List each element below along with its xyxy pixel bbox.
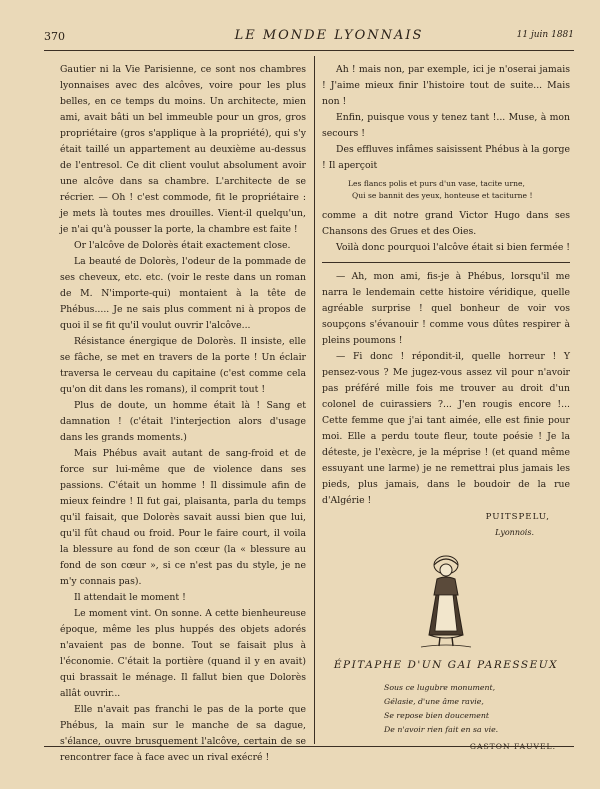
paragraph: — Fi donc ! répondit-il, quelle horreur ! Y pensez-vous ? Me jugez-vous assez vil pour n'avoir pas préféré mille fois me trouver au droit d'un colonel de cuirassiers ?... J'en rougis encore !... Cette femme que j'ai tant aimée, elle est finie pour moi. Elle a perdu toute fleur, toute poésie ! Je la déteste, je l'exècre, je la méprise ! (et quand même essuyant une larme) je ne remettrai plus jamais les pieds, plus jamais, dans le boudoir de la rue d'Algérie ! (322, 351, 570, 506)
paragraph: Le moment vint. On sonne. A cette bienheureuse époque, même les plus huppés des objets adorés n'avaient pas de bonne. Tout se faisait plus à l'économie. C'était la portière (quand il y en avait) qui brassait le ménage. Il fallut bien que Dolorès allât ouvrir... (60, 608, 306, 699)
paragraph: Gautier ni la Vie Parisienne, ce sont nos chambres lyonnaises avec des alcôves, voire pour les plus belles, en ce temps du moins. Un architecte, mien ami, avait bâti un bel immeuble pour un gros, gros propriétaire (gros s'applique à la propriété), qui s'y était taillé un appartement au deuxième au-dessus de l'entresol. Ce dit client voulut absolument avoir une alcôve dans sa chambre. L'architecte de se récrier. — Oh ! c'est commode, fit le propriétaire : je mets là toutes mes drouilles. Vient-il quelqu'un, je n'ai qu'à pousser la porte, la chambre est faite ! (60, 64, 306, 235)
paragraph: Or l'alcôve de Dolorès était exactement close. (74, 240, 291, 251)
paragraph: La beauté de Dolorès, l'odeur de la pommade de ses cheveux, etc. etc. (voir le reste dans un roman de M. N'importe-qui) montaient à la tête de Phébus..... Je ne sais plus comment ni à propos de quoi il se fit qu'il voulut ouvrir l'alcôve... (60, 256, 306, 331)
footer-rule (44, 746, 574, 747)
page-number: 370 (44, 30, 65, 43)
paragraph: Des effluves infâmes saisissent Phébus à la gorge ! Il aperçoit (322, 144, 570, 171)
poem-line: Gélasie, d'une âme ravie, (384, 697, 484, 706)
column-divider (314, 56, 315, 744)
page-header (44, 28, 574, 48)
paragraph: Voilà donc pourquoi l'alcôve était si bien fermée ! (336, 242, 571, 253)
header-rule (44, 50, 574, 51)
woman-with-bonnet-and-apron-icon (415, 551, 477, 651)
poem-signature: GASTON FAUVEL. (469, 742, 556, 751)
poem-title: ÉPITAPHE D'UN GAI PARESSEUX (333, 659, 559, 671)
left-column (60, 62, 306, 766)
quote-line: Qui se bannit des yeux, honteuse et taciturne ! (352, 191, 533, 200)
journal-title: LE MONDE LYONNAIS (234, 28, 424, 43)
poem-line: Se repose bien doucement (384, 711, 490, 720)
issue-date: 11 juin 1881 (516, 30, 574, 40)
section-rule (322, 262, 570, 263)
author-signature: PUITSPELU, (485, 512, 550, 522)
paragraph: Mais Phébus avait autant de sang-froid et de force sur lui-même que de violence dans ses passions. C'était un homme ! Il dissimule afin de mieux feindre ! Il fut gai, plaisanta, parla du temps qu'il faisait, que Dolorès savait aussi bien que lui, qu'il fût chaud ou froid. Pour le faire court, il voila la blessure au fond de son cœur (la « blessure au fond de son cœur », si ce n'est pas du style, je ne m'y connais pas). (60, 448, 306, 587)
paragraph: Elle n'avait pas franchi le pas de la porte que Phébus, la main sur le manche de sa dague, s'élance, ouvre brusquement l'alcôve, certain de se rencontrer face à face avec un rival exécré ! (60, 704, 306, 763)
poem-line: De n'avoir rien fait en sa vie. (384, 725, 499, 734)
paragraph: Ah ! mais non, par exemple, ici je n'oserai jamais ! J'aime mieux finir l'histoire tout de suite... Mais non ! (322, 64, 570, 107)
paragraph: Plus de doute, un homme était là ! Sang et damnation ! (c'était l'interjection alors d'usage dans les grands moments.) (60, 400, 306, 443)
poem-line: Sous ce lugubre monument, (384, 683, 496, 692)
paragraph: Enfin, puisque vous y tenez tant !... Muse, à mon secours ! (322, 112, 570, 139)
right-column (322, 62, 570, 755)
author-place: Lyonnois. (495, 528, 534, 537)
paragraph: Résistance énergique de Dolorès. Il insiste, elle se fâche, se met en travers de la porte ! Un éclair traversa le cerveau du capitaine (c'est comme cela qu'on dit dans les romans), il comprit tout ! (60, 336, 306, 395)
paragraph: — Ah, mon ami, fis-je à Phébus, lorsqu'il me narra le lendemain cette histoire véridique, quelle agréable surprise ! quel bonheur de voir vos soupçons s'évanouir ! comme vous dûtes respirer à pleins poumons ! (322, 271, 570, 346)
paragraph: comme a dit notre grand Victor Hugo dans ses Chansons des Grues et des Oies. (322, 210, 570, 237)
quote-line: Les flancs polis et purs d'un vase, tacite urne, (348, 179, 525, 188)
verse-quote (348, 178, 570, 202)
epitaph-poem (384, 681, 570, 737)
paragraph: Il attendait le moment ! (74, 592, 186, 603)
